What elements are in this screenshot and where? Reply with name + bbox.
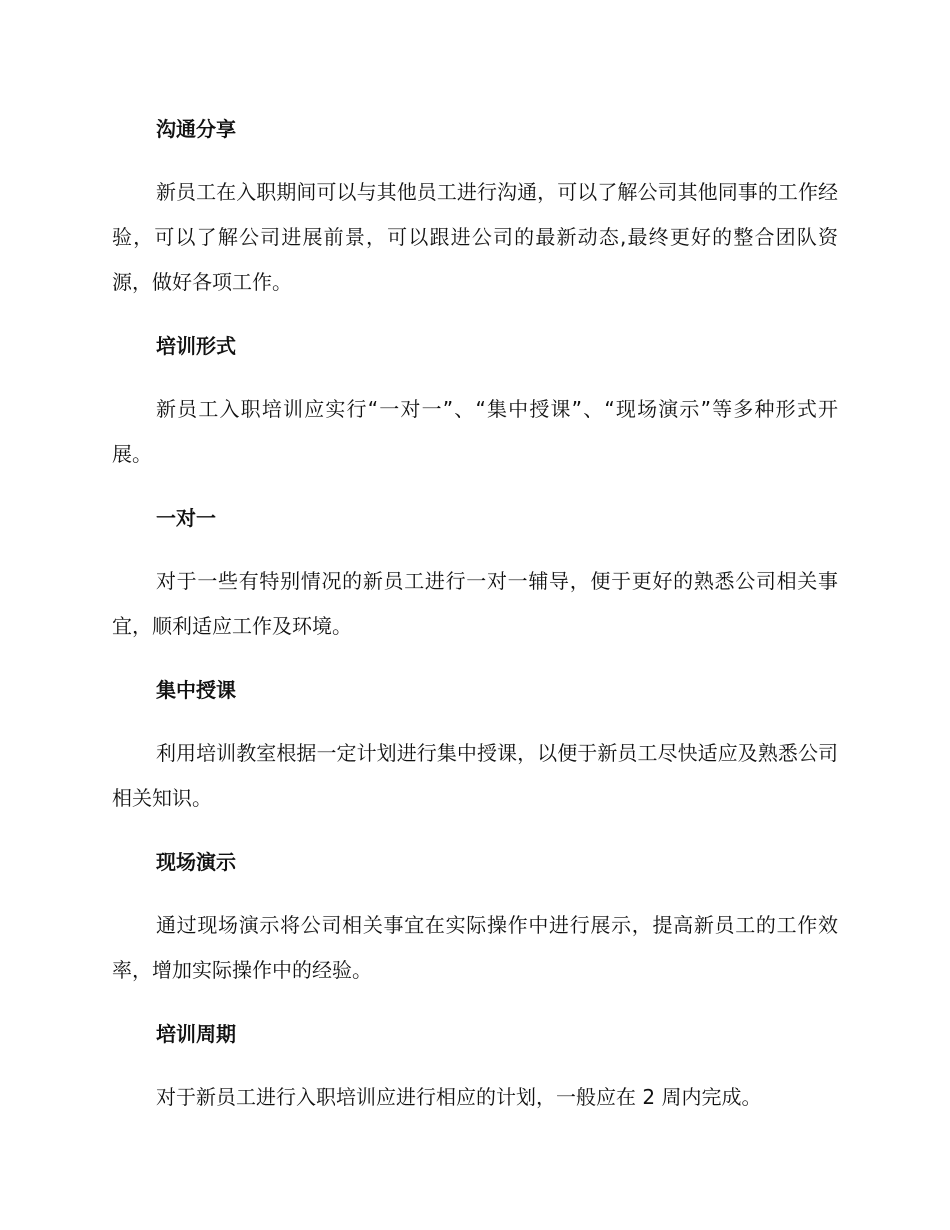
section-heading-communication: 沟通分享 — [156, 117, 236, 141]
section-body-one-on-one: 对于一些有特别情况的新员工进行一对一辅导，便于更好的熟悉公司相关事宜，顺利适应工作及环境。 — [112, 569, 838, 638]
section-heading-classroom: 集中授课 — [156, 678, 236, 702]
section-heading-training-format: 培训形式 — [156, 334, 236, 358]
section-body-training-format: 新员工入职培训应实行“一对一”、“集中授课”、“现场演示”等多种形式开展。 — [112, 397, 838, 466]
section-body-communication: 新员工在入职期间可以与其他员工进行沟通，可以了解公司其他同事的工作经验，可以了解公司进展前景，可以跟进公司的最新动态,最终更好的整合团队资源，做好各项工作。 — [112, 180, 838, 294]
section-body-demonstration: 通过现场演示将公司相关事宜在实际操作中进行展示，提高新员工的工作效率，增加实际操作中的经验。 — [112, 913, 838, 982]
document-page — [112, 112, 838, 1144]
section-heading-one-on-one: 一对一 — [156, 506, 216, 530]
section-body-classroom: 利用培训教室根据一定计划进行集中授课，以便于新员工尽快适应及熟悉公司相关知识。 — [112, 741, 838, 810]
section-heading-demonstration: 现场演示 — [156, 850, 236, 874]
section-body-training-period: 对于新员工进行入职培训应进行相应的计划，一般应在 2 周内完成。 — [156, 1085, 762, 1109]
section-heading-training-period: 培训周期 — [156, 1022, 236, 1046]
